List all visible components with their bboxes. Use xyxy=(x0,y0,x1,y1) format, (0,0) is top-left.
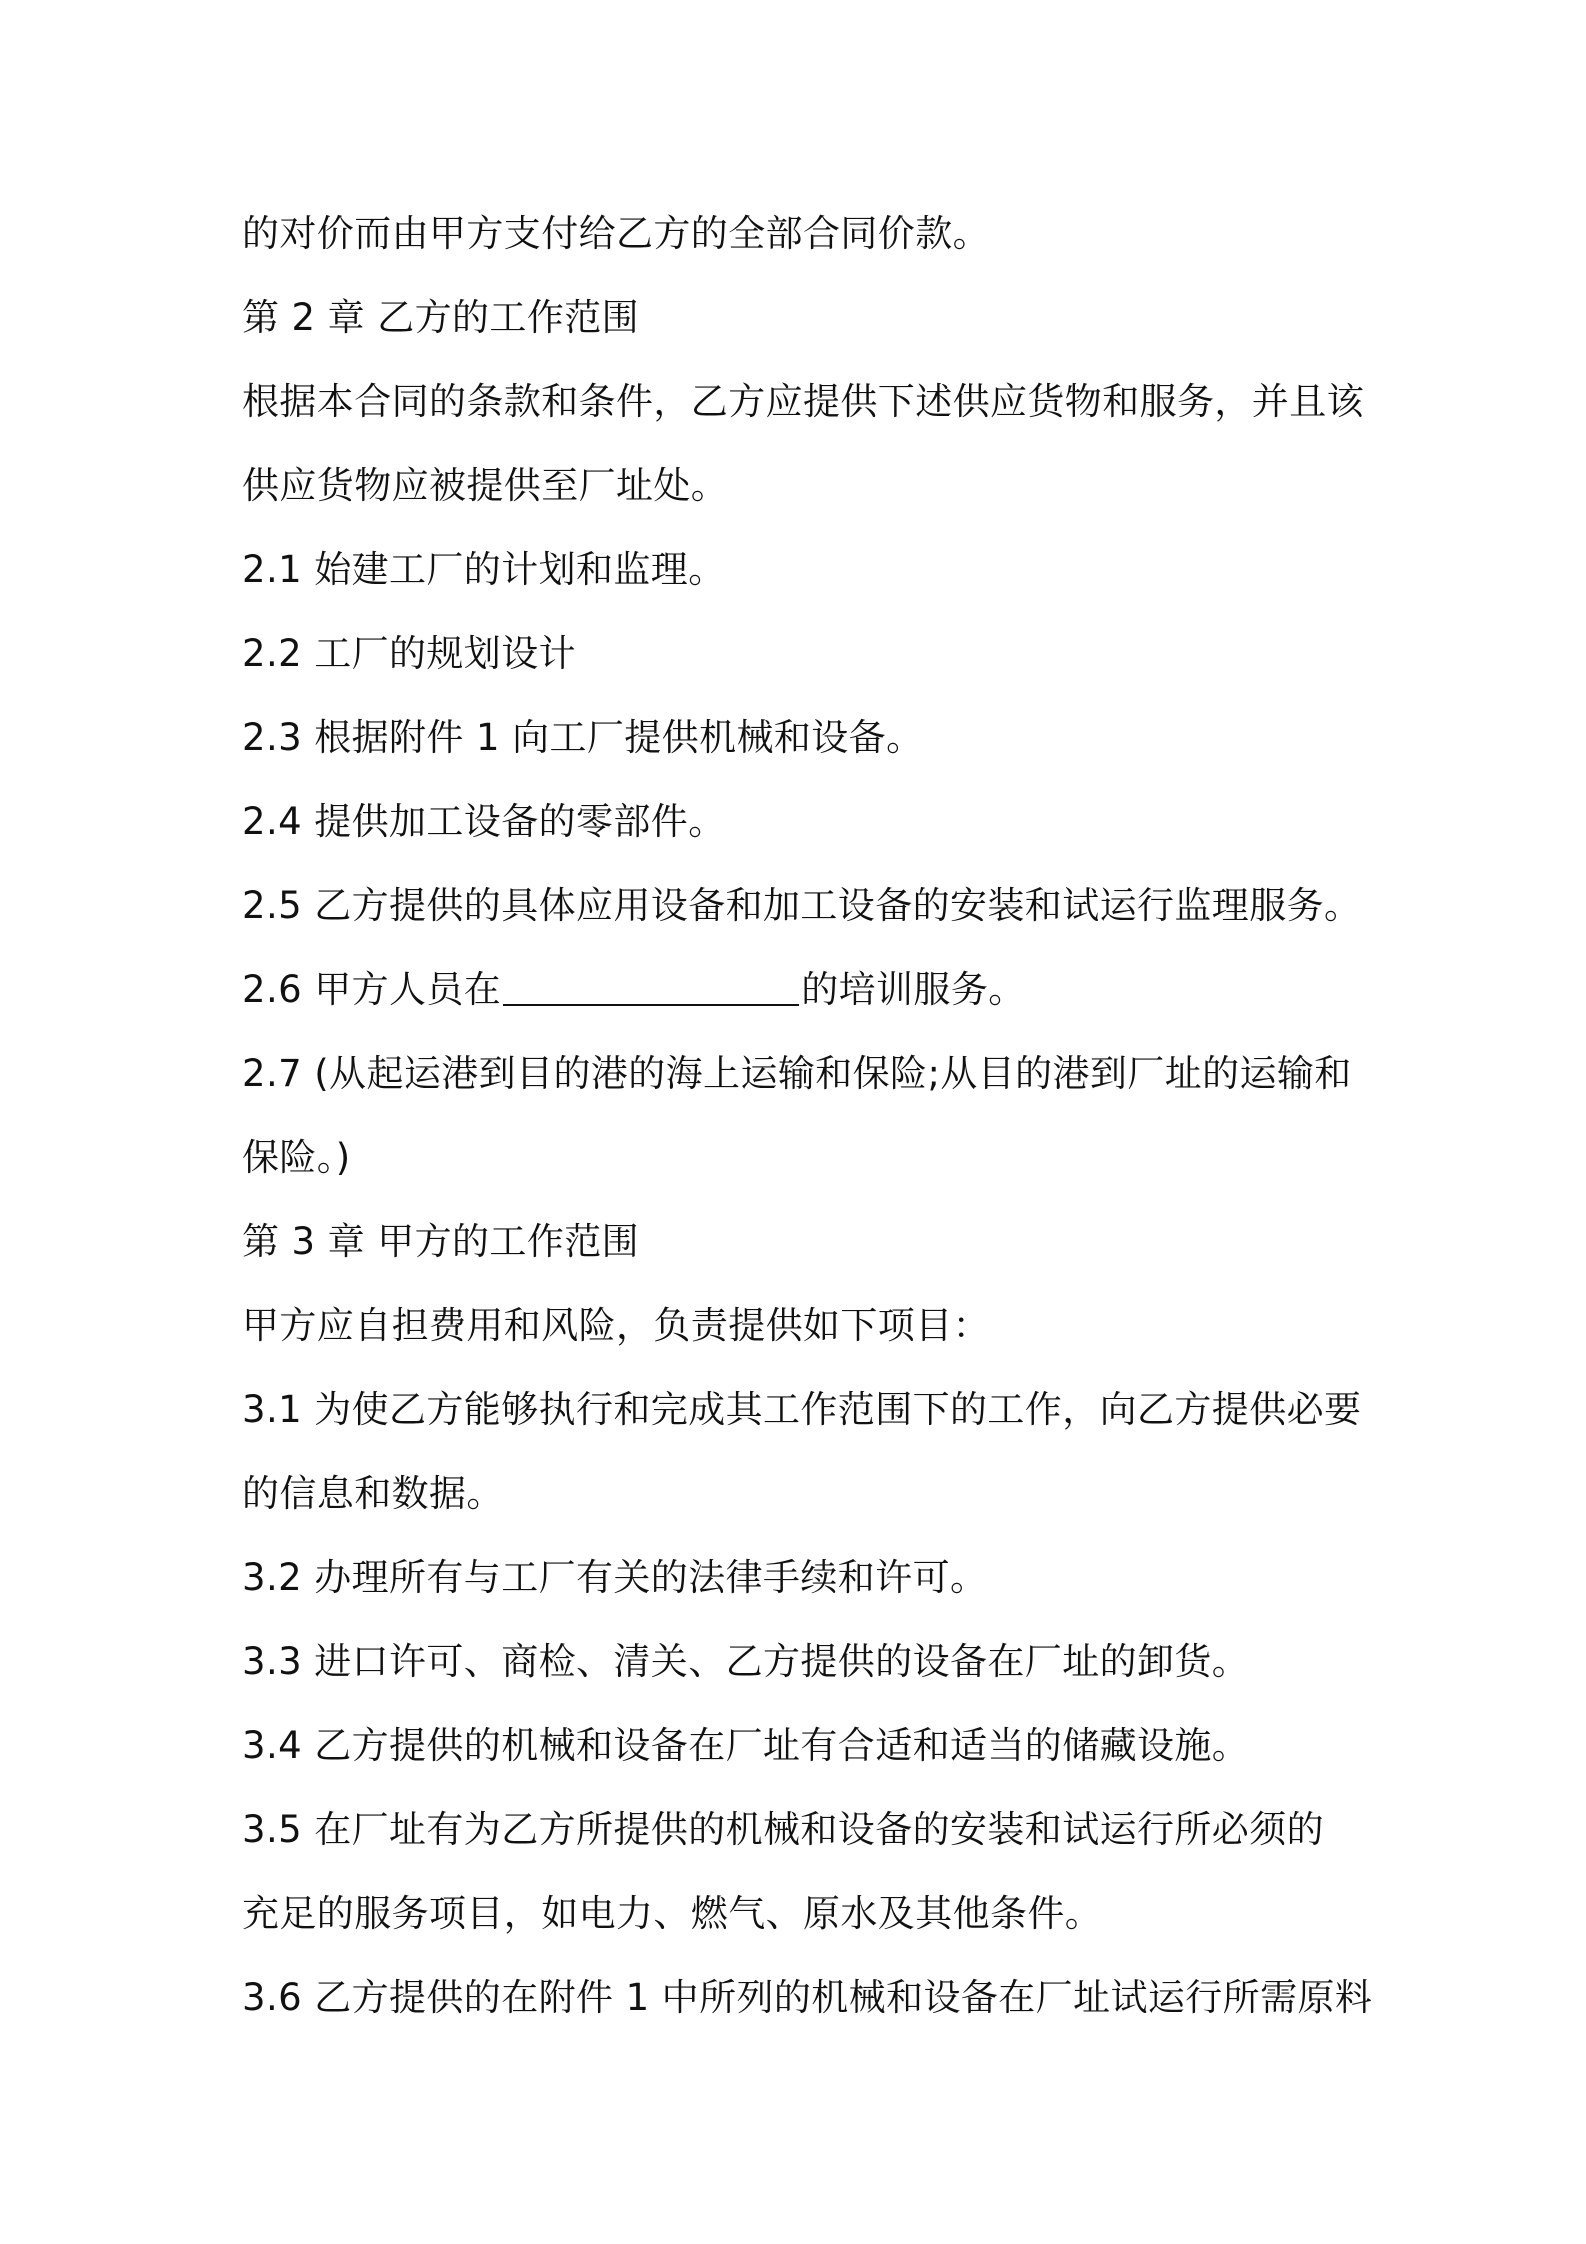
clause-2-5: 2.5 乙方提供的具体应用设备和加工设备的安装和试运行监理服务。 xyxy=(242,884,1362,927)
clause-3-6: 3.6 乙方提供的在附件 1 中所列的机械和设备在厂址试运行所需原料 xyxy=(242,1976,1373,2019)
clause-2-6-prefix: 2.6 甲方人员在 xyxy=(242,968,502,1011)
text-line: 保险。) xyxy=(242,1136,351,1179)
contract-text xyxy=(242,192,1372,2040)
chapter-2-heading: 第 2 章 乙方的工作范围 xyxy=(242,296,640,339)
clause-2-2: 2.2 工厂的规划设计 xyxy=(242,632,577,675)
clause-2-1: 2.1 始建工厂的计划和监理。 xyxy=(242,548,726,591)
clause-2-6-suffix: 的培训服务。 xyxy=(801,968,1026,1011)
chapter-3-heading: 第 3 章 甲方的工作范围 xyxy=(242,1220,640,1263)
clause-3-4: 3.4 乙方提供的机械和设备在厂址有合适和适当的储藏设施。 xyxy=(242,1724,1250,1767)
text-line: 充足的服务项目，如电力、燃气、原水及其他条件。 xyxy=(242,1892,1103,1935)
text-line: 的信息和数据。 xyxy=(242,1472,504,1515)
text-line: 甲方应自担费用和风险，负责提供如下项目： xyxy=(242,1304,990,1347)
clause-3-1: 3.1 为使乙方能够执行和完成其工作范围下的工作，向乙方提供必要 xyxy=(242,1388,1362,1431)
fill-in-blank xyxy=(503,968,799,1006)
clause-3-5: 3.5 在厂址有为乙方所提供的机械和设备的安装和试运行所必须的 xyxy=(242,1808,1325,1851)
clause-2-7: 2.7 (从起运港到目的港的海上运输和保险;从目的港到厂址的运输和 xyxy=(242,1052,1352,1095)
clause-2-3: 2.3 根据附件 1 向工厂提供机械和设备。 xyxy=(242,716,924,759)
clause-3-2: 3.2 办理所有与工厂有关的法律手续和许可。 xyxy=(242,1556,988,1599)
text-line: 供应货物应被提供至厂址处。 xyxy=(242,464,729,507)
clause-3-3: 3.3 进口许可、商检、清关、乙方提供的设备在厂址的卸货。 xyxy=(242,1640,1250,1683)
text-line: 根据本合同的条款和条件，乙方应提供下述供应货物和服务，并且该 xyxy=(242,380,1364,423)
text-line: 的对价而由甲方支付给乙方的全部合同价款。 xyxy=(242,212,990,255)
clause-2-4: 2.4 提供加工设备的零部件。 xyxy=(242,800,726,843)
clause-2-6 xyxy=(242,948,1372,1032)
